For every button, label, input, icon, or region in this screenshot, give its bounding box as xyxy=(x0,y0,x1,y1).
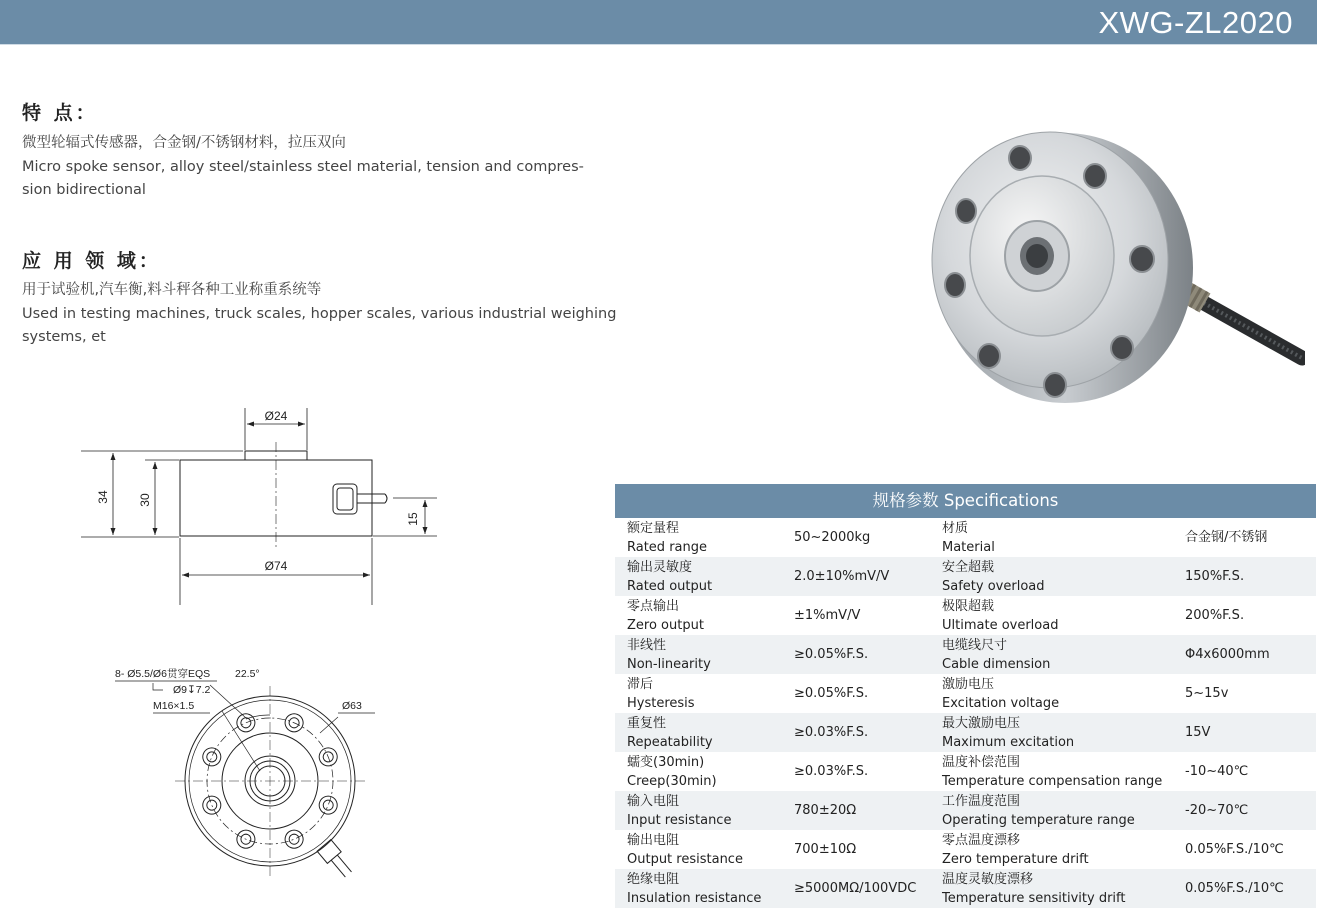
param-value: 15V xyxy=(1185,725,1211,740)
features-text xyxy=(22,132,584,203)
specifications-table xyxy=(615,484,1316,908)
param-name-zh: 极限超载 xyxy=(942,598,995,614)
param-name-zh: 非线性 xyxy=(627,637,667,653)
param-name-en: Maximum excitation xyxy=(942,734,1075,750)
spec-param-right xyxy=(930,596,1173,635)
param-value: 0.05%F.S./10℃ xyxy=(1185,881,1284,896)
param-name-en: Repeatability xyxy=(627,734,713,750)
param-name-zh: 重复性 xyxy=(627,715,667,731)
label-center-thread: M16×1.5 xyxy=(153,700,195,712)
param-value: -20~70℃ xyxy=(1185,803,1249,818)
label-counterbore: Ø9↧7.2 xyxy=(173,684,211,696)
param-name-en: Input resistance xyxy=(627,812,732,828)
param-name-zh: 绝缘电阻 xyxy=(627,871,680,887)
cable-connector-side xyxy=(333,484,387,514)
spec-param-right xyxy=(930,713,1173,752)
param-value: ≥0.03%F.S. xyxy=(794,725,869,740)
features-en-line1: Micro spoke sensor, alloy steel/stainless steel material, tension and compres- xyxy=(22,158,584,175)
param-value: ≥0.05%F.S. xyxy=(794,647,869,662)
spec-value-right xyxy=(1173,869,1316,908)
top-view-drawing xyxy=(105,655,385,885)
param-name-zh: 温度补偿范围 xyxy=(942,754,1021,770)
header-divider xyxy=(0,44,1317,45)
spec-row xyxy=(615,635,1316,674)
spec-row xyxy=(615,713,1316,752)
param-name-zh: 零点输出 xyxy=(627,598,680,614)
param-name-en: Operating temperature range xyxy=(942,812,1135,828)
param-name-zh: 输出灵敏度 xyxy=(627,559,693,575)
param-name-en: Temperature compensation range xyxy=(942,773,1163,789)
param-name-en: Rated range xyxy=(627,539,707,555)
param-name-zh: 零点温度漂移 xyxy=(942,832,1021,848)
param-name-en: Insulation resistance xyxy=(627,890,762,906)
param-value: 0.05%F.S./10℃ xyxy=(1185,842,1284,857)
param-value: ≥0.03%F.S. xyxy=(794,764,869,779)
param-name-en: Material xyxy=(942,539,995,555)
param-value: 50~2000kg xyxy=(794,530,871,545)
dim-top-diameter: Ø24 xyxy=(264,409,288,423)
param-name-en: Rated output xyxy=(627,578,713,594)
label-bolt-holes: 8- Ø5.5/Ø6贯穿EQS xyxy=(115,668,211,680)
param-name-en: Safety overload xyxy=(942,578,1045,594)
spec-param-left xyxy=(615,557,782,596)
spec-value-right xyxy=(1173,635,1316,674)
spec-param-left xyxy=(615,713,782,752)
spec-param-left xyxy=(615,752,782,791)
spec-param-left xyxy=(615,830,782,869)
cable-connector-top xyxy=(317,840,355,881)
spec-value-right xyxy=(1173,596,1316,635)
spec-value-right xyxy=(1173,518,1316,557)
dim-height-30: 30 xyxy=(138,493,152,507)
param-name-zh: 材质 xyxy=(942,520,969,536)
spec-row xyxy=(615,596,1316,635)
param-value: ≥0.05%F.S. xyxy=(794,686,869,701)
spec-row xyxy=(615,830,1316,869)
label-pitch-circle: Ø63 xyxy=(342,700,362,712)
param-name-en: Non-linearity xyxy=(627,656,711,672)
spec-param-right xyxy=(930,830,1173,869)
features-heading: 特 点： xyxy=(22,102,98,124)
spec-value-left xyxy=(782,869,930,908)
param-value: -10~40℃ xyxy=(1185,764,1249,779)
applications-zh: 用于试验机,汽车衡,料斗秤各种工业称重系统等 xyxy=(22,282,322,298)
spec-value-right xyxy=(1173,713,1316,752)
param-name-en: Excitation voltage xyxy=(942,695,1060,711)
param-name-zh: 安全超载 xyxy=(942,559,995,575)
param-name-en: Cable dimension xyxy=(942,656,1051,672)
param-name-zh: 额定量程 xyxy=(627,520,680,536)
param-value: 200%F.S. xyxy=(1185,608,1245,623)
spec-param-right xyxy=(930,635,1173,674)
spec-row xyxy=(615,752,1316,791)
features-zh: 微型轮辐式传感器，合金钢/不锈钢材料，拉压双向 xyxy=(22,135,346,151)
applications-text xyxy=(22,279,617,350)
product-model-title: XWG-ZL2020 xyxy=(1098,5,1293,40)
spec-param-right xyxy=(930,791,1173,830)
spec-row xyxy=(615,518,1316,557)
param-value: 合金钢/不锈钢 xyxy=(1185,530,1268,545)
param-name-zh: 输入电阻 xyxy=(627,793,680,809)
spec-value-left xyxy=(782,791,930,830)
param-name-zh: 温度灵敏度漂移 xyxy=(942,871,1034,887)
param-name-en: Hysteresis xyxy=(627,695,695,711)
specifications-title: 规格参数 Specifications xyxy=(615,484,1316,518)
param-value: 150%F.S. xyxy=(1185,569,1245,584)
spec-param-left xyxy=(615,518,782,557)
param-name-en: Creep(30min) xyxy=(627,773,717,789)
spec-value-left xyxy=(782,752,930,791)
side-view-drawing xyxy=(75,400,455,615)
applications-en-line1: Used in testing machines, truck scales, hopper scales, various industrial weighing xyxy=(22,305,617,322)
param-name-en: Output resistance xyxy=(627,851,743,867)
param-name-en: Temperature sensitivity drift xyxy=(942,890,1126,906)
spec-value-right xyxy=(1173,752,1316,791)
param-value: ≥5000MΩ/100VDC xyxy=(794,881,917,896)
param-name-zh: 激励电压 xyxy=(942,676,995,692)
dim-connector-height-15: 15 xyxy=(406,512,420,526)
spec-param-left xyxy=(615,674,782,713)
spec-param-right xyxy=(930,518,1173,557)
spec-value-right xyxy=(1173,557,1316,596)
param-name-en: Zero output xyxy=(627,617,704,633)
spec-value-left xyxy=(782,674,930,713)
param-name-zh: 蠕变(30min) xyxy=(627,754,705,770)
param-value: 2.0±10%mV/V xyxy=(794,569,890,584)
header-bar xyxy=(0,0,1317,44)
spec-row xyxy=(615,869,1316,908)
label-angle: 22.5° xyxy=(235,668,260,680)
spec-param-left xyxy=(615,869,782,908)
spec-value-left xyxy=(782,713,930,752)
spec-param-right xyxy=(930,557,1173,596)
spec-param-right xyxy=(930,869,1173,908)
dim-outer-diameter: Ø74 xyxy=(264,559,288,573)
param-name-zh: 最大激励电压 xyxy=(942,715,1021,731)
product-photo xyxy=(930,128,1305,418)
spec-param-left xyxy=(615,635,782,674)
spec-value-left xyxy=(782,596,930,635)
spec-param-right xyxy=(930,752,1173,791)
dim-height-34: 34 xyxy=(96,490,110,504)
spec-param-left xyxy=(615,596,782,635)
applications-en-line2: systems, et xyxy=(22,329,106,345)
spec-row xyxy=(615,791,1316,830)
applications-heading: 应 用 领 域： xyxy=(22,250,161,272)
spec-row xyxy=(615,674,1316,713)
spec-value-right xyxy=(1173,791,1316,830)
param-value: ±1%mV/V xyxy=(794,608,861,623)
param-value: 780±20Ω xyxy=(794,803,857,818)
spec-row xyxy=(615,557,1316,596)
param-name-zh: 工作温度范围 xyxy=(942,793,1021,809)
param-name-en: Zero temperature drift xyxy=(942,851,1089,867)
param-value: 5~15v xyxy=(1185,686,1229,701)
spec-value-left xyxy=(782,635,930,674)
spec-param-left xyxy=(615,791,782,830)
param-name-zh: 电缆线尺寸 xyxy=(942,637,1008,653)
spec-param-right xyxy=(930,674,1173,713)
param-value: 700±10Ω xyxy=(794,842,857,857)
spec-grid xyxy=(615,518,1316,908)
param-value: Φ4x6000mm xyxy=(1185,647,1270,662)
spec-value-left xyxy=(782,557,930,596)
features-en-line2: sion bidirectional xyxy=(22,182,146,198)
spec-value-left xyxy=(782,830,930,869)
spec-value-left xyxy=(782,518,930,557)
param-name-en: Ultimate overload xyxy=(942,617,1059,633)
param-name-zh: 输出电阻 xyxy=(627,832,680,848)
spec-value-right xyxy=(1173,830,1316,869)
spec-value-right xyxy=(1173,674,1316,713)
param-name-zh: 滞后 xyxy=(627,676,654,692)
